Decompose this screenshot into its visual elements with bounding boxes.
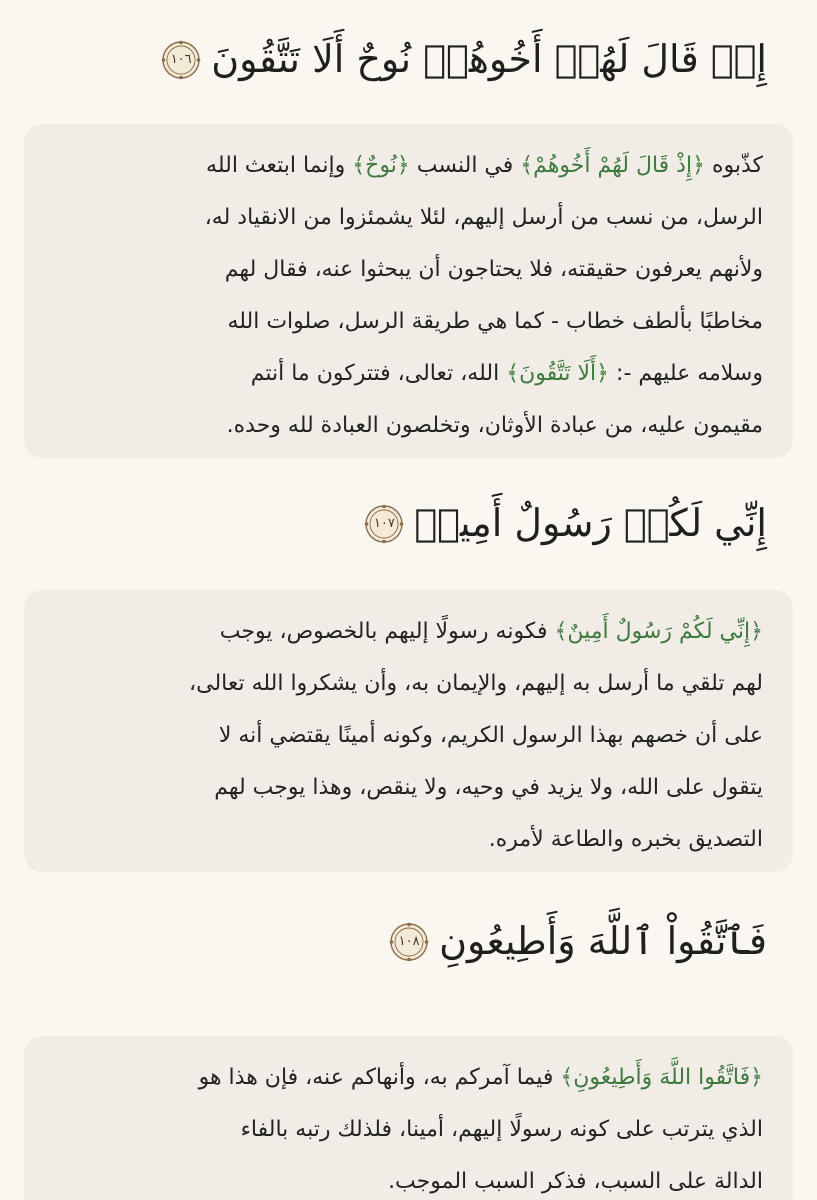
tafsir-text: مخاطبًا بألطف خطاب - كما هي طريقة الرسل، صلوات الله — [227, 309, 763, 334]
tafsir-line — [54, 244, 763, 296]
ayah-end-ornament-icon — [389, 922, 429, 962]
tafsir-line — [54, 1156, 763, 1200]
quran-quote: ﴿إِنِّي لَكُمْ رَسُولٌ أَمِينٌ﴾ — [554, 619, 763, 644]
tafsir-card — [24, 590, 793, 872]
tafsir-line — [54, 1052, 763, 1104]
tafsir-line — [54, 1104, 763, 1156]
tafsir-text: يتقول على الله، ولا يزيد في وحيه، ولا ينقص، وهذا يوجب لهم — [214, 775, 763, 800]
tafsir-line — [54, 400, 763, 452]
ayah-end-ornament-icon — [364, 504, 404, 544]
quran-quote: ﴿نُوحٌ﴾ — [352, 153, 410, 178]
tafsir-text: فكونه رسولًا إليهم بالخصوص، يوجب — [219, 619, 555, 644]
verse-text: إِنِّي لَكُمۡ رَسُولٌ أَمِينٞ — [414, 501, 767, 546]
tafsir-line — [54, 606, 763, 658]
verse-text: إِذۡ قَالَ لَهُمۡ أَخُوهُمۡ نُوحٌ أَلَا تَتَّقُونَ — [211, 37, 767, 82]
verse-row[interactable] — [24, 882, 793, 1002]
tafsir-text: على أن خصهم بهذا الرسول الكريم، وكونه أمينًا يقتضي أنه لا — [218, 723, 763, 748]
quran-quote: ﴿إِذْ قَالَ لَهُمْ أَخُوهُمْ﴾ — [520, 153, 705, 178]
tafsir-text: الله، تعالى، فتتركون ما أنتم — [250, 361, 507, 386]
tafsir-text: لهم تلقي ما أرسل به إليهم، والإيمان به، وأن يشكروا الله تعالى، — [189, 671, 763, 696]
tafsir-card — [24, 124, 793, 458]
tafsir-card — [24, 1036, 793, 1200]
tafsir-line — [54, 140, 763, 192]
tafsir-line — [54, 192, 763, 244]
tafsir-text: الرسل، من نسب من أرسل إليهم، لئلا يشمئزوا من الانقياد له، — [204, 205, 763, 230]
tafsir-text: في النسب — [409, 153, 521, 178]
tafsir-text: وسلامه عليهم -: — [609, 361, 763, 386]
tafsir-line — [54, 762, 763, 814]
tafsir-text: كذّبوه — [704, 153, 763, 178]
tafsir-text: وإنما ابتعث الله — [206, 153, 353, 178]
verse-row[interactable] — [24, 464, 793, 584]
tafsir-line — [54, 348, 763, 400]
tafsir-text: الذي يترتب على كونه رسولًا إليهم، أمينا، فلذلك رتبه بالفاء — [240, 1117, 763, 1142]
tafsir-text: ولأنهم يعرفون حقيقته، فلا يحتاجون أن يبحثوا عنه، فقال لهم — [224, 257, 763, 282]
tafsir-text: فيما آمركم به، وأنهاكم عنه، فإن هذا هو — [198, 1065, 561, 1090]
tafsir-text: مقيمون عليه، من عبادة الأوثان، وتخلصون العبادة لله وحده. — [226, 413, 763, 438]
tafsir-line — [54, 814, 763, 866]
quran-quote: ﴿فَاتَّقُوا اللَّهَ وَأَطِيعُونِ﴾ — [560, 1065, 763, 1090]
quran-quote: ﴿أَلَا تَتَّقُونَ﴾ — [506, 361, 610, 386]
tafsir-line — [54, 710, 763, 762]
tafsir-line — [54, 658, 763, 710]
tafsir-line — [54, 296, 763, 348]
verse-row[interactable] — [24, 0, 793, 120]
ayah-number: ١٠٨ — [398, 934, 420, 949]
verse-text: فَٱتَّقُواْ ٱللَّهَ وَأَطِيعُونِ — [439, 919, 767, 964]
ayah-end-ornament-icon — [161, 40, 201, 80]
ayah-number: ١٠٦ — [170, 52, 192, 67]
tafsir-text: الدالة على السبب، فذكر السبب الموجب. — [388, 1169, 763, 1194]
tafsir-text: التصديق بخبره والطاعة لأمره. — [488, 827, 763, 852]
ayah-number: ١٠٧ — [373, 516, 395, 531]
